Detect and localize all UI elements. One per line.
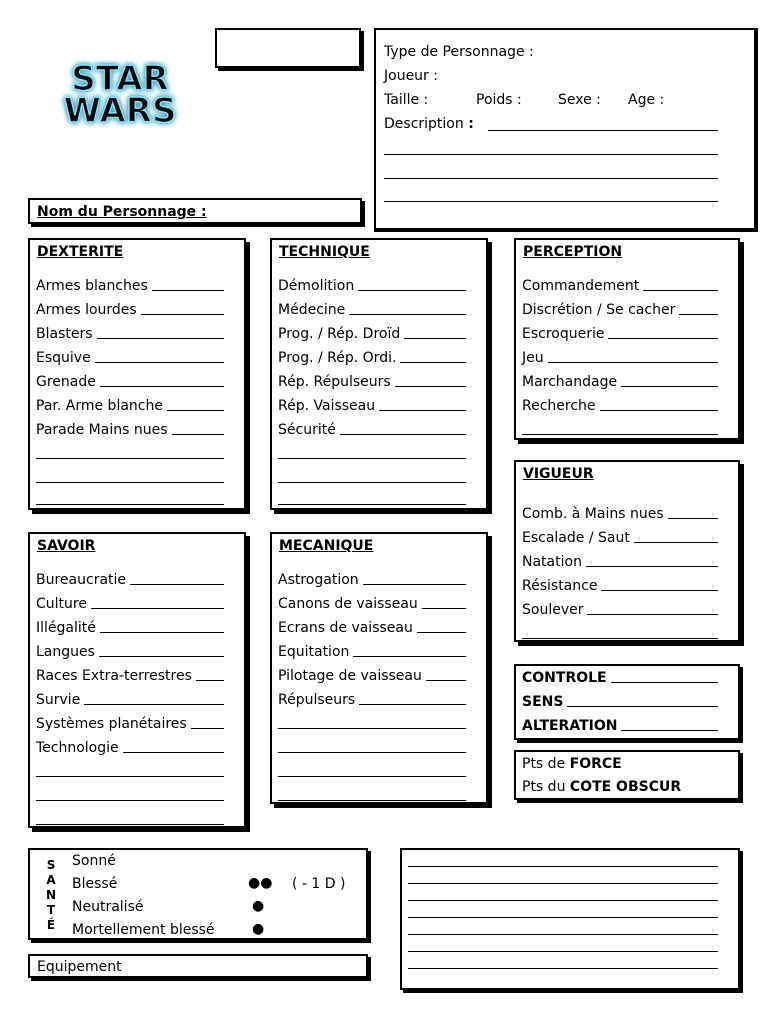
skill-row[interactable]: Escalade / Saut — [522, 528, 718, 548]
skill-row[interactable]: Armes blanches — [36, 276, 224, 296]
skill-row[interactable]: Commandement — [522, 276, 718, 296]
age-label: Age : — [628, 92, 665, 108]
skill-row[interactable]: Médecine — [278, 300, 466, 320]
blank-line[interactable] — [278, 728, 466, 729]
section-technique — [270, 238, 488, 510]
section-title: SAVOIR — [37, 538, 96, 554]
skill-row[interactable]: Survie — [36, 690, 224, 710]
skill-row[interactable]: Recherche — [522, 396, 718, 416]
blank-line[interactable] — [36, 824, 224, 825]
char-type-label: Type de Personnage : — [384, 44, 534, 60]
notes-box — [400, 848, 740, 990]
section-title: VIGUEUR — [523, 466, 594, 482]
blank-line[interactable] — [36, 776, 224, 777]
section-title: MECANIQUE — [279, 538, 374, 554]
skill-row[interactable]: Equitation — [278, 642, 466, 662]
force-skill-alteration[interactable]: ALTERATION — [522, 716, 718, 736]
blank-line[interactable] — [522, 434, 718, 435]
skill-row[interactable]: Races Extra-terrestres — [36, 666, 224, 686]
blank-line[interactable] — [36, 504, 224, 505]
star-wars-logo — [40, 60, 200, 130]
skill-row[interactable]: Prog. / Rép. Droïd — [278, 324, 466, 344]
name-label: Nom du Personnage : — [37, 204, 207, 220]
section-savoir — [28, 532, 246, 828]
blank-line[interactable] — [278, 776, 466, 777]
skill-row[interactable]: Illégalité — [36, 618, 224, 638]
wound-dots: ● — [252, 898, 265, 914]
blank-line[interactable] — [522, 638, 718, 639]
sante-state[interactable]: Sonné — [72, 853, 116, 869]
blank-line[interactable] — [278, 458, 466, 459]
description-line[interactable] — [384, 178, 718, 179]
section-title: DEXTERITE — [37, 244, 124, 260]
skill-row[interactable]: Astrogation — [278, 570, 466, 590]
equipement-box[interactable] — [28, 954, 368, 978]
skill-row[interactable]: Comb. à Mains nues — [522, 504, 718, 524]
blank-line[interactable] — [408, 917, 718, 918]
player-label: Joueur : — [384, 68, 438, 84]
force-skill-sens[interactable]: SENS — [522, 692, 718, 712]
description-line[interactable] — [488, 130, 718, 131]
blank-line[interactable] — [278, 504, 466, 505]
skill-row[interactable]: Systèmes planétaires — [36, 714, 224, 734]
sante-state[interactable]: Mortellement blessé — [72, 922, 215, 938]
logo-line1: STAR — [71, 60, 169, 99]
skill-row[interactable]: Armes lourdes — [36, 300, 224, 320]
blank-line[interactable] — [36, 800, 224, 801]
wound-dots: ● — [252, 921, 265, 937]
poids-label: Poids : — [476, 92, 522, 108]
sante-state[interactable]: Blessé — [72, 876, 118, 892]
skill-row[interactable]: Démolition — [278, 276, 466, 296]
blank-line[interactable] — [36, 482, 224, 483]
blank-line[interactable] — [408, 883, 718, 884]
logo-line2: WARS — [63, 91, 177, 130]
blank-line[interactable] — [36, 458, 224, 459]
skill-row[interactable]: Par. Arme blanche — [36, 396, 224, 416]
skill-row[interactable]: Marchandage — [522, 372, 718, 392]
section-title: TECHNIQUE — [279, 244, 370, 260]
section-title: PERCEPTION — [523, 244, 623, 260]
skill-row[interactable]: Technologie — [36, 738, 224, 758]
description-line[interactable] — [384, 154, 718, 155]
blank-line[interactable] — [278, 752, 466, 753]
skill-row[interactable]: Parade Mains nues — [36, 420, 224, 440]
skill-row[interactable]: Soulever — [522, 600, 718, 620]
section-vigueur — [514, 460, 740, 642]
blank-line[interactable] — [408, 968, 718, 969]
skill-row[interactable]: Prog. / Rép. Ordi. — [278, 348, 466, 368]
description-line[interactable] — [384, 201, 718, 202]
blank-line[interactable] — [408, 951, 718, 952]
sante-state[interactable]: Neutralisé — [72, 899, 144, 915]
skill-row[interactable]: Grenade — [36, 372, 224, 392]
skill-row[interactable]: Bureaucratie — [36, 570, 224, 590]
blank-line[interactable] — [278, 800, 466, 801]
skill-row[interactable]: Langues — [36, 642, 224, 662]
skill-row[interactable]: Rép. Vaisseau — [278, 396, 466, 416]
section-dexterite — [28, 238, 246, 510]
skill-row[interactable]: Jeu — [522, 348, 718, 368]
blank-line[interactable] — [408, 866, 718, 867]
description-label: Description : — [384, 116, 474, 132]
section-mecanique — [270, 532, 488, 804]
force-points-box — [514, 750, 740, 800]
wound-penalty: ( - 1 D ) — [292, 876, 346, 892]
force-skills-box — [514, 664, 740, 740]
skill-row[interactable]: Blasters — [36, 324, 224, 344]
skill-row[interactable]: Esquive — [36, 348, 224, 368]
skill-row[interactable]: Pilotage de vaisseau — [278, 666, 466, 686]
skill-row[interactable]: Culture — [36, 594, 224, 614]
blank-line[interactable] — [408, 900, 718, 901]
force-skill-controle[interactable]: CONTROLE — [522, 668, 718, 688]
blank-line[interactable] — [278, 482, 466, 483]
skill-row[interactable]: Natation — [522, 552, 718, 572]
skill-row[interactable]: Ecrans de vaisseau — [278, 618, 466, 638]
skill-row[interactable]: Sécurité — [278, 420, 466, 440]
blank-line[interactable] — [408, 934, 718, 935]
skill-row[interactable]: Escroquerie — [522, 324, 718, 344]
skill-row[interactable]: Répulseurs — [278, 690, 466, 710]
taille-label: Taille : — [384, 92, 429, 108]
equipement-label: Equipement — [37, 959, 122, 975]
force-points-label[interactable]: Pts de FORCE — [522, 756, 622, 772]
sante-box — [28, 848, 368, 940]
wound-dots: ●● — [248, 875, 273, 891]
sante-vertical-label: S A N T É — [46, 858, 57, 932]
skill-row[interactable]: Discrétion / Se cacher — [522, 300, 718, 320]
dark-points-label[interactable]: Pts du COTE OBSCUR — [522, 779, 682, 795]
sexe-label: Sexe : — [558, 92, 601, 108]
skill-row[interactable]: Résistance — [522, 576, 718, 596]
character-info-box — [374, 28, 758, 232]
small-header-box — [215, 28, 361, 68]
name-box[interactable] — [28, 198, 362, 224]
section-perception — [514, 238, 740, 440]
skill-row[interactable]: Rép. Répulseurs — [278, 372, 466, 392]
skill-row[interactable]: Canons de vaisseau — [278, 594, 466, 614]
